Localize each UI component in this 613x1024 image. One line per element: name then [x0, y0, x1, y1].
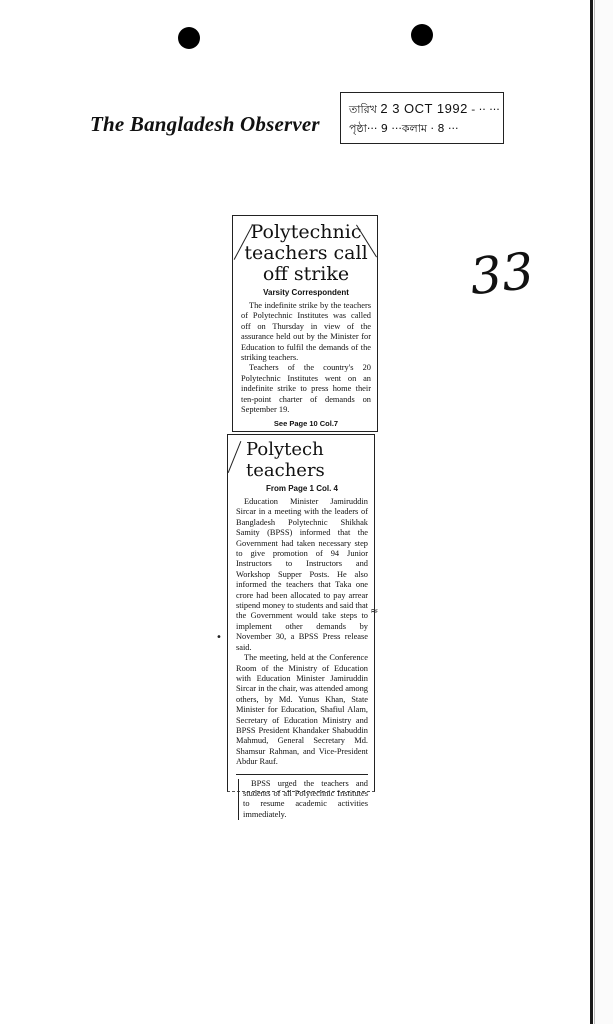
article2-body — [236, 497, 368, 768]
stamp-date-value: 2 3 OCT 1992 — [380, 101, 468, 116]
news-clipping-continuation — [227, 434, 375, 819]
article1-paragraph: The indefinite strike by the teachers of Polytechnic Institutes was called off on Thursday in view of the assurance held out by the Minister for Education to fulfil the demands of the striking teachers. — [241, 301, 371, 363]
article2-from-line: From Page 1 Col. 4 — [265, 484, 339, 493]
article1-headline-line2: teachers call — [244, 242, 368, 264]
article1-headline-line3: off strike — [262, 263, 350, 285]
date-stamp — [340, 92, 504, 144]
article2-closing-box — [238, 779, 368, 821]
article1-body — [241, 301, 371, 415]
page-margin — [594, 0, 613, 1024]
article2-paragraph: The meeting, held at the Conference Room of the Ministry of Education with Education Minister Jamiruddin Sircar in the chair, was attended among others, by Md. Yunus Khan, State Minister for Education, Shafiul Alam, Secretary of Education Ministry and BPSS President Khandaker Shabuddin Mahmud, General Secretary Md. Shamsur Rahman, and Vice-President Abdur Rauf. — [236, 653, 368, 767]
stamp-page-label: পৃষ্ঠা — [349, 122, 367, 135]
stray-dot-mark: • — [216, 632, 222, 643]
stamp-column-value: 8 — [437, 122, 445, 135]
article1-continuation: See Page 10 Col.7 — [273, 419, 339, 429]
stamp-page-value: 9 — [380, 122, 388, 135]
article1-paragraph: Teachers of the country's 20 Polytechnic Institutes went on an indefinite strike to press home their ten-point charter of demands on September 19. — [241, 363, 371, 415]
handwritten-page-number: 33 — [467, 241, 537, 307]
stamp-date-row: তারিখ 2 3 OCT 1992 - ·· ··· — [349, 101, 500, 116]
punch-hole-right — [411, 24, 433, 46]
news-clipping-main — [232, 215, 378, 432]
stray-scribble-mark: ≈ — [370, 606, 379, 617]
article1-byline: Varsity Correspondent — [263, 288, 349, 297]
article2-paragraph: Education Minister Jamiruddin Sircar in a meeting with the leaders of Bangladesh Polytechnic Shikhak Samity (BPSS) informed that the Government had taken necessary step to give promotion of 94 Junior Instructors to Instructors and Workshop Supper Posts. He also informed the teachers that Taka one crore had been allocated to pay arrear stipend money to students and said that the Government would take steps to implement other demands by November 30, a BPSS Press release said. — [236, 497, 368, 652]
stamp-date-label: তারিখ — [349, 103, 377, 116]
stamp-column-label: কলাম — [401, 122, 428, 135]
stamp-page-row: পৃষ্ঠা··· 9 ···কলাম · 8 ··· — [349, 122, 459, 135]
newspaper-name: The Bangladesh Observer — [90, 112, 320, 136]
page-border-line — [590, 0, 593, 1024]
article2-divider — [236, 774, 368, 775]
article2-closing-paragraph: BPSS urged the teachers and students of all Polytechnic Institutes to resume academic activities immediately. — [243, 778, 368, 819]
punch-hole-left — [178, 27, 200, 49]
article1-headline-line1: Polytechnic — [250, 221, 362, 243]
article2-headline: Polytech teachers — [246, 439, 325, 481]
